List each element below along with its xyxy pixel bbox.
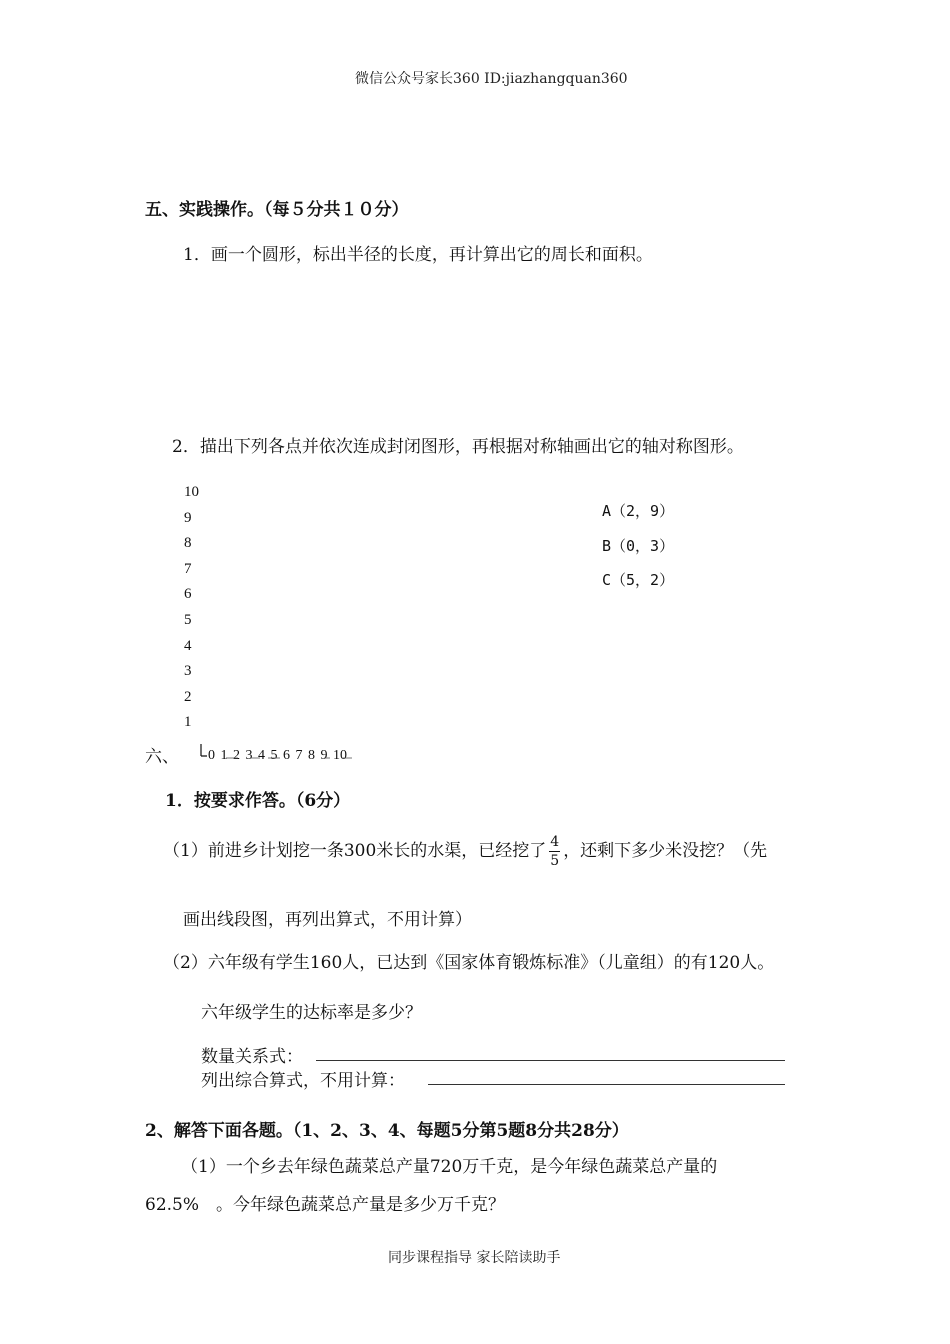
- section5-question-2: 2．描出下列各点并依次连成封闭图形，再根据对称轴画出它的轴对称图形。: [172, 437, 744, 457]
- section6-title: 六、: [145, 747, 179, 767]
- section6-q1-title: 1．按要求作答。（6分）: [165, 791, 351, 811]
- point-a: A（2，9）: [602, 502, 675, 520]
- page-footer: 同步课程指导 家长陪读助手: [388, 1250, 561, 1266]
- y-label: 9: [184, 509, 192, 526]
- section2-title: 2、解答下面各题。（1、2、3、4、每题5分第5题8分共28分）: [145, 1121, 629, 1141]
- section6-p1-line1: [163, 832, 767, 870]
- page-header: 微信公众号家长360 ID:jiazhangquan360: [355, 71, 628, 87]
- section2-p1-line2: 62.5% 。今年绿色蔬菜总产量是多少万千克？: [145, 1195, 506, 1215]
- y-label: 4: [184, 637, 192, 654]
- y-label: 8: [184, 535, 192, 552]
- grid-x-axis-labels: 0 1 2 3 4 5 6 7 8 9 10: [208, 748, 347, 763]
- y-label: 10: [184, 484, 199, 500]
- y-label: 1: [184, 714, 192, 731]
- answer-line-formula[interactable]: [428, 1084, 785, 1085]
- section2-p1-line1: （1）一个乡去年绿色蔬菜总产量720万千克，是今年绿色蔬菜总产量的: [181, 1157, 718, 1177]
- fraction-numerator: 4: [550, 834, 560, 850]
- y-label: 7: [184, 560, 192, 577]
- y-label: 3: [184, 663, 192, 680]
- section5-title: 五、实践操作。（每５分共１０分）: [145, 200, 409, 220]
- x-axis-dashes: [208, 756, 378, 760]
- fraction-denominator: 5: [550, 853, 560, 869]
- y-label: 6: [184, 586, 192, 603]
- p1-text-before: （1）前进乡计划挖一条300米长的水渠，已经挖了: [163, 841, 547, 861]
- section6-p2-line2: 六年级学生的达标率是多少？: [201, 1003, 422, 1023]
- point-b: B（0，3）: [602, 537, 675, 555]
- section5-question-1: 1．画一个圆形，标出半径的长度，再计算出它的周长和面积。: [183, 245, 653, 265]
- grid-y-axis-labels: [184, 482, 214, 738]
- section6-p1-line2: 画出线段图，再列出算式，不用计算）: [183, 910, 472, 930]
- section6-p2-line1: （2）六年级有学生160人，已达到《国家体育锻炼标准》（儿童组）的有120人。: [163, 953, 775, 973]
- y-label: 2: [184, 688, 192, 705]
- y-label: 5: [184, 611, 192, 628]
- point-c: C（5，2）: [602, 571, 675, 589]
- answer-line-relation[interactable]: [316, 1060, 785, 1061]
- fraction-four-fifths: [549, 834, 560, 869]
- label-quantity-relation: 数量关系式：: [201, 1047, 303, 1067]
- p1-text-after: ，还剩下多少米没挖？（先: [563, 841, 768, 861]
- label-combined-formula: 列出综合算式，不用计算：: [201, 1071, 405, 1091]
